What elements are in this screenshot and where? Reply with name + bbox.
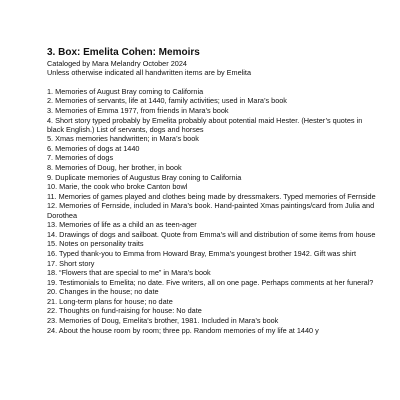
list-item: 6. Memories of dogs at 1440 (47, 143, 140, 153)
memoir-item-list (47, 87, 378, 335)
list-item: 9. Duplicate memories of Augustus Bray coning to California (47, 172, 242, 182)
list-item: 16. Typed thank-you to Emma from Howard Bray, Emma’s youngest brother 1942. Gift was shirt (47, 248, 357, 258)
list-item: 19. Testimonials to Emelita; no date. Five writers, all on one page. Perhaps comments at her funeral? (47, 277, 374, 287)
list-item: 11. Memories of games played and clothes being made by dressmakers. Typed memories of Fernside (47, 191, 376, 201)
list-item: 2. Memories of servants, life at 1440, family activities; used in Mara’s book (47, 96, 287, 106)
list-item: 10. Marie, the cook who broke Canton bowl (47, 182, 188, 192)
cataloged-by: Cataloged by Mara Melandry October 2024 (47, 59, 187, 68)
list-item: 3. Memories of Emma 1977, from friends in Mara’s book (47, 106, 229, 115)
list-item: 13. Memories of life as a child an as teen-ager (47, 220, 197, 230)
list-item: 21. Long-term plans for house; no date (47, 296, 173, 306)
list-item: 4. Short story typed probably by Emelita probably about potential maid Hester. (Hester’s quotes in black English.) List of servants, dogs and horses (47, 115, 363, 134)
list-item: 14. Drawings of dogs and sailboat. Quote from Emma’s will and distribution of some items from house (47, 229, 376, 239)
list-item: 8. Memories of Doug, her brother, in book (47, 163, 182, 173)
list-item: 22. Thoughts on fund-raising for house: No date (47, 306, 202, 316)
list-item: 1. Memories of August Bray coming to California (47, 86, 204, 96)
list-item: 20. Changes in the house; no date (47, 287, 159, 297)
list-item: 7. Memories of dogs (47, 153, 114, 163)
list-item: 17. Short story (47, 258, 95, 268)
spacer (47, 78, 378, 87)
list-item: 12. Memories of Fernside, included in Mara’s book. Hand-painted Xmas paintings/card from Julia and Dorothea (47, 201, 375, 220)
list-item: 5. Xmas memories handwritten; in Mara’s book (47, 134, 199, 144)
list-item: 24. About the house room by room; three pp. Random memories of my life at 1440 y (47, 325, 319, 335)
document-title: 3. Box: Emelita Cohen: Memoirs (47, 47, 200, 58)
list-item: 23. Memories of Doug, Emelita’s brother, 1981. Included in Mara’s book (47, 316, 279, 326)
list-item: 15. Notes on personality traits (47, 239, 144, 249)
list-item: 18. “Flowers that are special to me” in Mara’s book (47, 268, 211, 278)
handwriting-note: Unless otherwise indicated all handwritten items are by Emelita (47, 68, 252, 78)
